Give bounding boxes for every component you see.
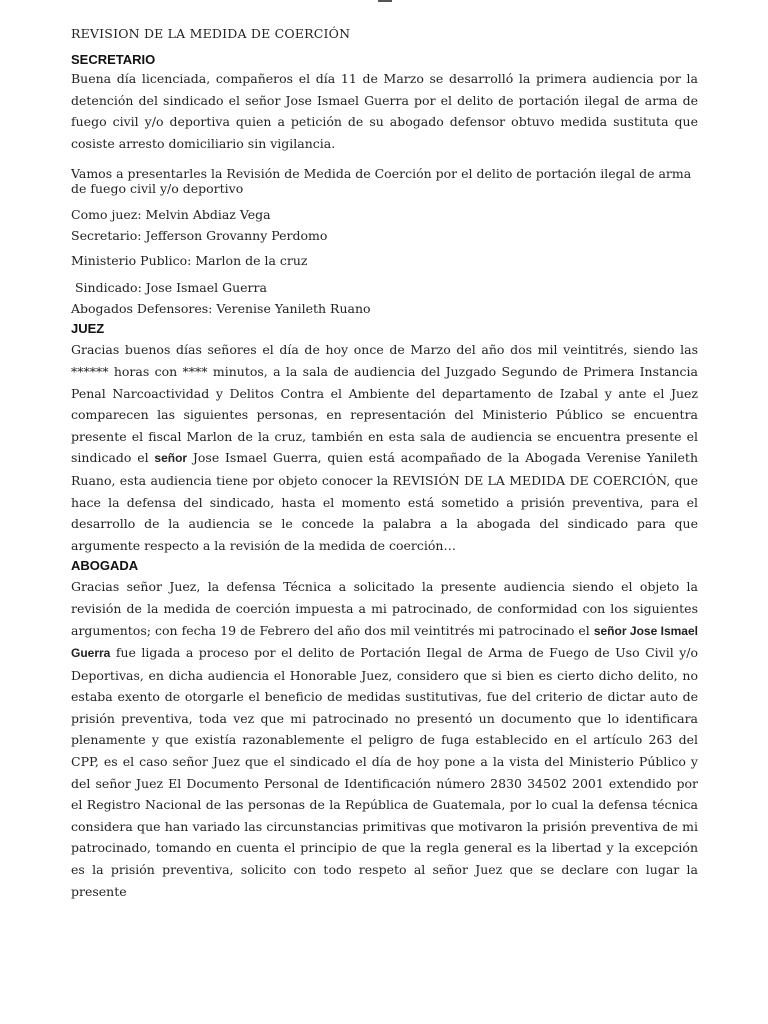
juez-text-b: Jose Ismael Guerra, quien está acompañado de la Abogada Verenise Yanileth Ruano, esta audiencia tiene por objeto conocer la REVISIÓN DE LA MEDIDA DE COERCIÓN, que hace la defensa del sindicado, hasta el momento está sometido a prisión preventiva, para el desarrollo de la audiencia se le concede la palabra a la abogada del sindicado para que argumente respecto a la revisión de la medida de coerción… [71, 450, 699, 553]
participant-secretario: Secretario: Jefferson Grovanny Perdomo [71, 228, 328, 244]
document-title: REVISION DE LA MEDIDA DE COERCIÓN [71, 26, 351, 41]
abogada-paragraph [71, 576, 698, 902]
abogada-text-bold: señor Jose Ismael Guerra [71, 623, 698, 661]
abogada-text-b: fue ligada a proceso por el delito de Portación Ilegal de Arma de Fuego de Uso Civil y/o Deportivas, en dicha audiencia el Honorable Juez, considero que si bien es cierto dicho delito, no estaba exento de otorgarle el beneficio de medidas sustitutivas, fue del criterio de dictar auto de prisión preventiva, toda vez que mi patrocinado no presentó un documento que lo identificara plenamente y que existía razonablemente el peligro de fuga establecido en el artículo 263 del CPP, es el caso señor Juez que el sindicado el día de hoy pone a la vista del Ministerio Público y del señor Juez El Documento Personal de Identificación número 2830 34502 2001 extendido por el Registro Nacional de las personas de la República de Guatemala, por lo cual la defensa técnica considera que han variado las circunstancias primitivas que motivaron la prisión preventiva de mi patrocinado, tomando en cuenta el principio de que la regla general es la libertad y la excepción es la prisión preventiva, solicito con todo respeto al señor Juez que se declare con lugar la presente [71, 645, 698, 899]
speaker-secretario: SECRETARIO [71, 52, 156, 67]
secretario-paragraph-2: Vamos a presentarles la Revisión de Medida de Coerción por el delito de portación ilegal de arma de fuego civil y/o deportivo [71, 166, 692, 197]
abogada-text-a: Gracias señor Juez, la defensa Técnica a solicitado la presente audiencia siendo el objeto la revisión de la medida de coerción impuesta a mi patrocinado, de conformidad con los siguientes argumentos; con fecha 19 de Febrero del año dos mil veintitrés mi patrocinado el [71, 579, 698, 638]
juez-text-bold: señor [154, 451, 188, 466]
document-page [71, 26, 698, 902]
juez-text-a: Gracias buenos días señores el día de hoy once de Marzo del año dos mil veintitrés, siendo las ****** horas con **** minutos, a la sala de audiencia del Juzgado Segundo de Primera Instancia Penal Narcoactividad y Delitos Contra el Ambiente del departamento de Izabal y ante el Juez comparecen las siguientes personas, en representación del Ministerio Público se encuentra presente el fiscal Marlon de la cruz, también en esta sala de audiencia se encuentra presente el sindicado el [71, 342, 698, 466]
speaker-juez: JUEZ [71, 321, 105, 337]
page-top-mark [378, 0, 392, 2]
participant-ministerio: Ministerio Publico: Marlon de la cruz [71, 253, 308, 269]
participant-sindicado: Sindicado: Jose Ismael Guerra [71, 280, 267, 296]
secretario-paragraph-1: Buena día licenciada, compañeros el día 11 de Marzo se desarrolló la primera audiencia por la detención del sindicado el señor Jose Ismael Guerra por el delito de portación ilegal de arma de fuego civil y/o deportiva quien a petición de su abogado defensor obtuvo medida sustituta que cosiste arresto domiciliario sin vigilancia. [71, 71, 698, 151]
juez-paragraph [71, 339, 698, 556]
participant-juez: Como juez: Melvin Abdiaz Vega [71, 207, 271, 223]
speaker-abogada: ABOGADA [71, 558, 139, 574]
participant-abogados: Abogados Defensores: Verenise Yanileth Ruano [71, 301, 371, 317]
